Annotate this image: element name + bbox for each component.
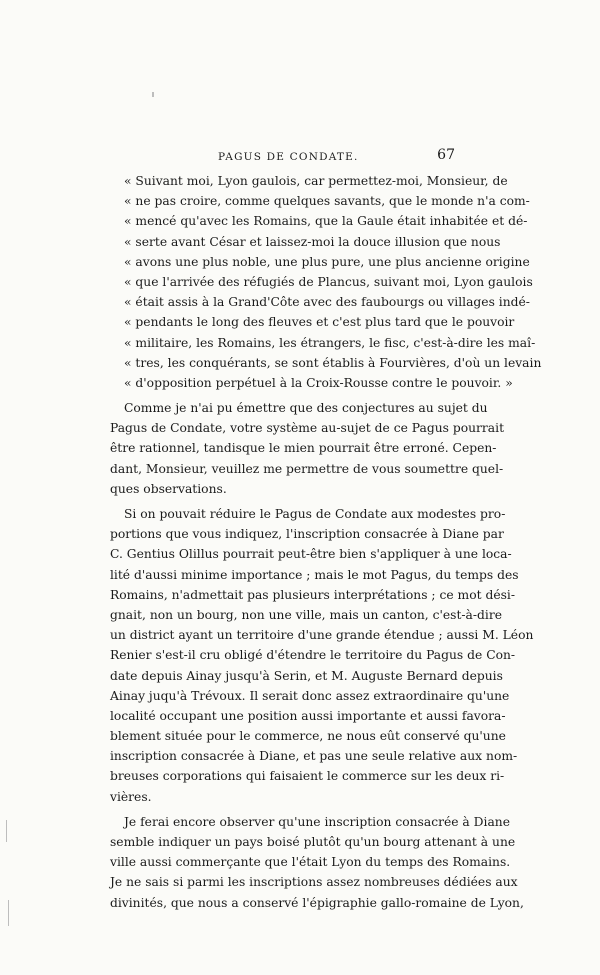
text-line: « militaire, les Romains, les étrangers, le fisc, c'est-à-dire les maî- (124, 335, 536, 350)
text-line: date depuis Ainay jusqu'à Serin, et M. Auguste Bernard depuis (110, 668, 503, 683)
text-line: gnait, non un bourg, non une ville, mais un canton, c'est-à-dire (110, 607, 503, 622)
text-line: Si on pouvait réduire le Pagus de Condate aux modestes pro- (124, 507, 506, 521)
text-line: « d'opposition perpétuel à la Croix-Rousse contre le pouvoir. » (124, 375, 513, 390)
text-line: semble indiquer un pays boisé plutôt qu'un bourg attenant à une (110, 835, 516, 849)
text-line: vières. (110, 789, 152, 804)
text-line: Romains, n'admettait pas plusieurs interprétations ; ce mot dési- (110, 587, 516, 602)
text-line: dant, Monsieur, veuillez me permettre de vous soumettre quel- (110, 461, 504, 476)
scan-mark-bottom-left (8, 900, 9, 926)
text-line: « avons une plus noble, une plus pure, une plus ancienne origine (124, 254, 530, 269)
text-line: divinités, que nous a conservé l'épigraphie gallo-romaine de Lyon, (110, 895, 524, 910)
text-line: « tres, les conquérants, se sont établis à Fourvières, d'où un levain (124, 355, 542, 370)
text-line: « ne pas croire, comme quelques savants, que le monde n'a com- (124, 194, 530, 209)
text-line: C. Gentius Olillus pourrait peut-être bien s'appliquer à une loca- (110, 547, 512, 562)
text-line: Renier s'est-il cru obligé d'étendre le territoire du Pagus de Con- (110, 648, 516, 663)
text-line: blement située pour le commerce, ne nous eût conservé qu'une (110, 729, 506, 744)
page-header (110, 147, 455, 169)
scan-mark-left (6, 820, 7, 842)
text-line: « pendants le long des fleuves et c'est plus tard que le pouvoir (124, 315, 515, 330)
page-number: 67 (437, 147, 455, 163)
text-line: portions que vous indiquez, l'inscription consacrée à Diane par (110, 527, 504, 542)
text-line: lité d'aussi minime importance ; mais le mot Pagus, du temps des (110, 567, 519, 582)
text-line: Comme je n'ai pu émettre que des conjectures au sujet du (124, 401, 488, 416)
text-line: Ainay juqu'à Trévoux. Il serait donc assez extraordinaire qu'une (110, 688, 510, 703)
text-line: ville aussi commerçante que l'était Lyon du temps des Romains. (110, 855, 511, 870)
text-line: breuses corporations qui faisaient le commerce sur les deux ri- (110, 769, 505, 784)
text-line: Je ferai encore observer qu'une inscription consacrée à Diane (124, 814, 510, 829)
running-title: PAGUS DE CONDATE. (218, 151, 359, 163)
text-line: Pagus de Condate, votre système au-sujet de ce Pagus pourrait (110, 421, 505, 436)
text-line: ques observations. (110, 481, 227, 496)
text-line: inscription consacrée à Diane, et pas une seule relative aux nom- (110, 749, 518, 764)
text-line: « mencé qu'avec les Romains, que la Gaule était inhabitée et dé- (124, 214, 528, 229)
text-line: « était assis à la Grand'Côte avec des faubourgs ou villages indé- (124, 295, 530, 310)
text-line: Je ne sais si parmi les inscriptions assez nombreuses dédiées aux (110, 875, 518, 890)
text-line: « Suivant moi, Lyon gaulois, car permettez-moi, Monsieur, de (124, 174, 508, 188)
text-line: « serte avant César et laissez-moi la douce illusion que nous (124, 234, 501, 249)
body-text (110, 171, 542, 913)
text-line: « que l'arrivée des réfugiés de Plancus, suivant moi, Lyon gaulois (124, 274, 533, 289)
text-line: être rationnel, tandisque le mien pourrait être erroné. Cepen- (110, 441, 497, 456)
text-line: un district ayant un territoire d'une grande étendue ; aussi M. Léon (110, 628, 534, 643)
text-line: localité occupant une position aussi importante et aussi favora- (110, 708, 506, 723)
scan-mark-top (152, 92, 154, 97)
